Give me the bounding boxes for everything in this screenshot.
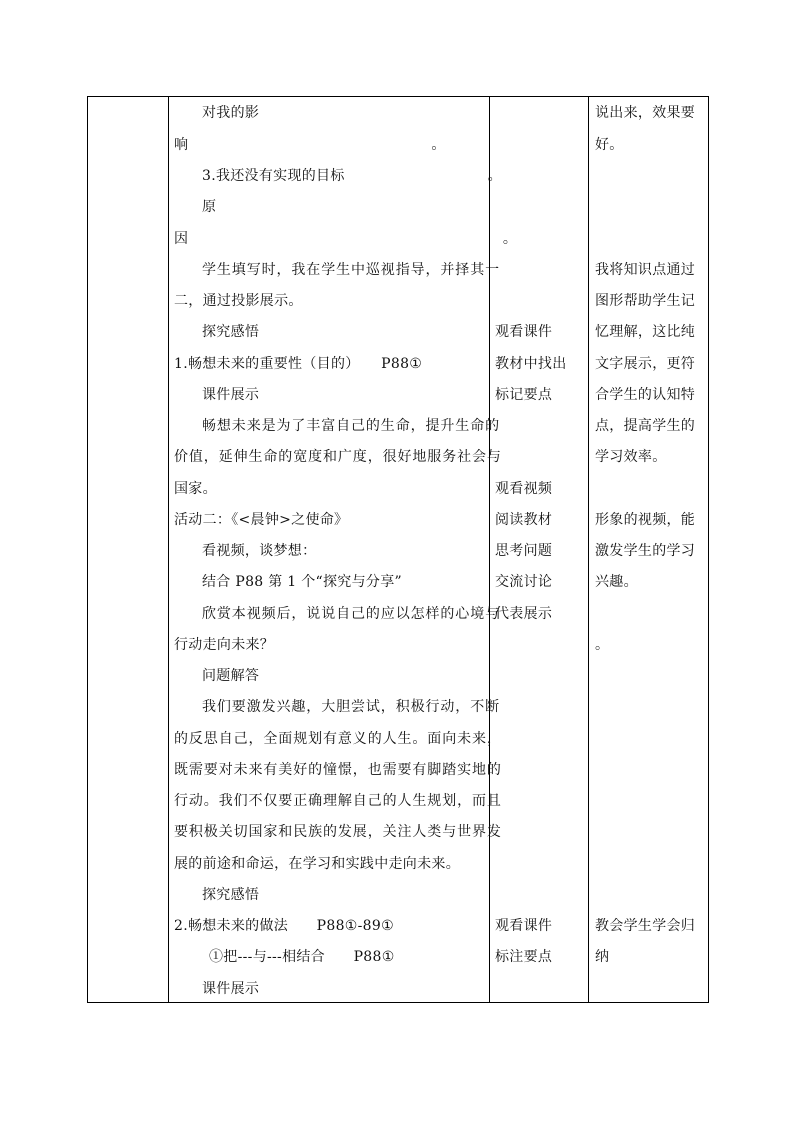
- text-line: 欣赏本视频后，说说自己的应以怎样的心境与: [202, 606, 500, 622]
- activity-heading: 活动二：《<晨钟>之使命》: [174, 512, 349, 528]
- student-activity-cell: [490, 97, 589, 1003]
- text-line: 观看视频: [495, 481, 553, 497]
- text-line: 对我的影: [202, 105, 260, 121]
- text-line: 代表展示: [495, 606, 553, 622]
- text-line: 我将知识点通过: [595, 262, 696, 278]
- text-line: 畅想未来是为了丰富自己的生命，提升生命的: [202, 418, 500, 434]
- text-line: 兴趣。: [595, 574, 638, 590]
- text-line: 价值，延伸生命的宽度和广度，很好地服务社会与: [174, 449, 502, 465]
- text-line: 课件展示: [202, 981, 260, 997]
- text-line: 标记要点: [495, 387, 553, 403]
- text-line: 观看课件: [495, 918, 553, 934]
- text-line: 3.我还没有实现的目标 。: [202, 168, 502, 184]
- text-line: 点，提高学生的: [595, 418, 696, 434]
- text-line: 响 。: [174, 137, 446, 153]
- text-line: 看视频，谈梦想：: [202, 543, 317, 559]
- text-line: 阅读教材: [495, 512, 553, 528]
- text-line: 纳: [595, 949, 610, 965]
- text-line: 忆理解，这比纯: [595, 324, 696, 340]
- text-line: 合学生的认知特: [595, 387, 696, 403]
- text-line: 思考问题: [495, 543, 553, 559]
- section-heading: 探究感悟: [202, 324, 260, 340]
- text-line: 2.畅想未来的做法 P88①-89①: [174, 918, 394, 934]
- text-line: 交流讨论: [495, 574, 553, 590]
- text-line: 观看课件: [495, 324, 553, 340]
- text-line: 要积极关切国家和民族的发展，关注人类与世界发: [174, 824, 502, 840]
- text-line: 行动。我们不仅要正确理解自己的人生规划，而且: [174, 793, 502, 809]
- text-line: 标注要点: [495, 949, 553, 965]
- text-line: 形象的视频，能: [595, 512, 696, 528]
- text-line: 教会学生学会归: [595, 918, 696, 934]
- text-line: 因 。: [174, 231, 518, 247]
- blank-column-cell: [88, 97, 169, 1003]
- text-line: 好。: [595, 137, 624, 153]
- section-heading: 探究感悟: [202, 887, 260, 903]
- design-intent-cell: [589, 97, 709, 1003]
- table-row: [88, 97, 709, 1003]
- text-line: 1.畅想未来的重要性（目的） P88①: [174, 356, 423, 372]
- text-line: 图形帮助学生记: [595, 293, 696, 309]
- text-line: 结合 P88 第 1 个“探究与分享”: [202, 574, 402, 590]
- text-line: 的反思自己，全面规划有意义的人生。面向未来，: [174, 731, 502, 747]
- text-line: 。: [595, 637, 610, 653]
- text-line: 国家。: [174, 481, 217, 497]
- text-line: 说出来，效果要: [595, 105, 696, 121]
- text-line: 原: [202, 199, 217, 215]
- text-line: 学生填写时，我在学生中巡视指导，并择其一: [202, 262, 500, 278]
- text-line: 文字展示，更符: [595, 356, 696, 372]
- text-line: 问题解答: [202, 668, 260, 684]
- text-line: 展的前途和命运，在学习和实践中走向未来。: [174, 856, 460, 872]
- text-line: 我们要激发兴趣，大胆尝试，积极行动，不断: [202, 699, 500, 715]
- text-line: ①把---与---相结合 P88①: [209, 949, 395, 965]
- text-line: 激发学生的学习: [595, 543, 696, 559]
- lesson-plan-table: [87, 96, 709, 1003]
- text-line: 课件展示: [202, 387, 260, 403]
- text-line: 学习效率。: [595, 449, 667, 465]
- text-line: 教材中找出: [495, 356, 567, 372]
- teaching-process-cell: [169, 97, 518, 1003]
- text-line: 既需要对未来有美好的憧憬，也需要有脚踏实地的: [174, 762, 502, 778]
- text-line: 二，通过投影展示。: [174, 293, 303, 309]
- text-line: 行动走向未来？: [174, 637, 275, 653]
